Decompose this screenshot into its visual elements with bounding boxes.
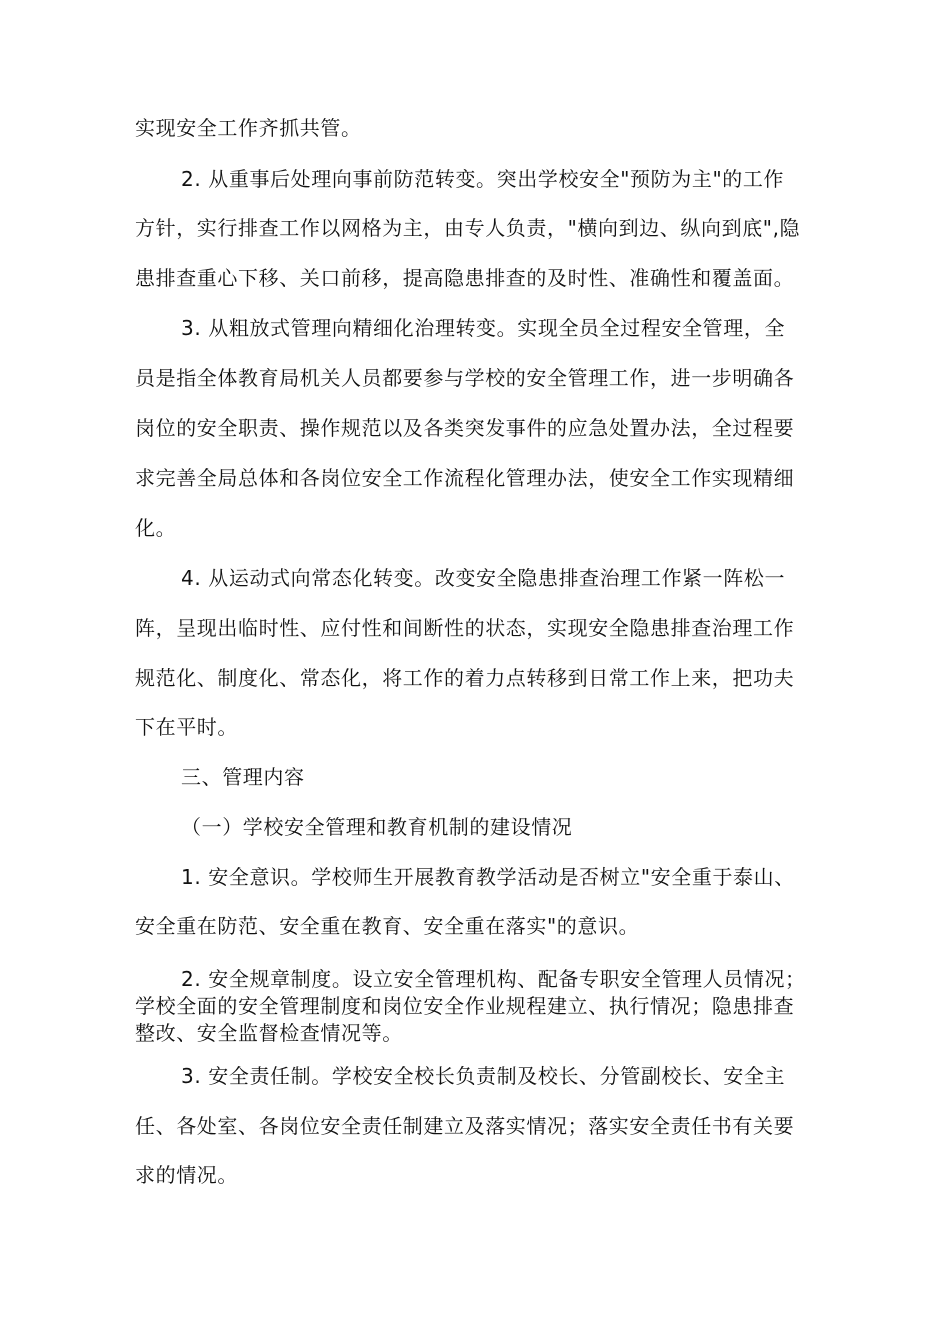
text-line: 员是指全体教育局机关人员都要参与学校的安全管理工作，进一步明确各 (135, 366, 795, 390)
text-line: 患排查重心下移、关口前移，提高隐患排查的及时性、准确性和覆盖面。 (135, 266, 795, 290)
subsection-heading: （一）学校安全管理和教育机制的建设情况 (181, 815, 573, 839)
text-line: 下在平时。 (135, 715, 238, 739)
paragraph-first-line: 4. 从运动式向常态化转变。改变安全隐患排查治理工作紧一阵松一 (181, 566, 786, 590)
text-line: 整改、安全监督检查情况等。 (135, 1021, 403, 1045)
paragraph-first-line: 2. 安全规章制度。设立安全管理机构、配备专职安全管理人员情况； (181, 967, 806, 991)
text-line: 求的情况。 (135, 1163, 238, 1187)
paragraph-first-line: 3. 安全责任制。学校安全校长负责制及校长、分管副校长、安全主 (181, 1064, 786, 1088)
text-line: 化。 (135, 516, 177, 540)
text-line: 阵，呈现出临时性、应付性和间断性的状态，实现安全隐患排查治理工作 (135, 616, 795, 640)
paragraph-first-line: 1. 安全意识。学校师生开展教育教学活动是否树立"安全重于泰山、 (181, 865, 795, 889)
paragraph-first-line: 3. 从粗放式管理向精细化治理转变。实现全员全过程安全管理，全 (181, 316, 786, 340)
text-line: 任、各处室、各岗位安全责任制建立及落实情况；落实安全责任书有关要 (135, 1114, 795, 1138)
text-line: 学校全面的安全管理制度和岗位安全作业规程建立、执行情况；隐患排查 (135, 994, 795, 1018)
text-line: 方针，实行排查工作以网格为主，由专人负责，"横向到边、纵向到底",隐 (135, 216, 801, 240)
section-heading: 三、管理内容 (181, 765, 305, 789)
text-line: 安全重在防范、安全重在教育、安全重在落实"的意识。 (135, 914, 640, 938)
paragraph-first-line: 2. 从重事后处理向事前防范转变。突出学校安全"预防为主"的工作 (181, 167, 785, 191)
text-line: 岗位的安全职责、操作规范以及各类突发事件的应急处置办法，全过程要 (135, 416, 795, 440)
text-line: 规范化、制度化、常态化，将工作的着力点转移到日常工作上来，把功夫 (135, 666, 795, 690)
text-line: 求完善全局总体和各岗位安全工作流程化管理办法，使安全工作实现精细 (135, 466, 795, 490)
text-line: 实现安全工作齐抓共管。 (135, 116, 362, 140)
